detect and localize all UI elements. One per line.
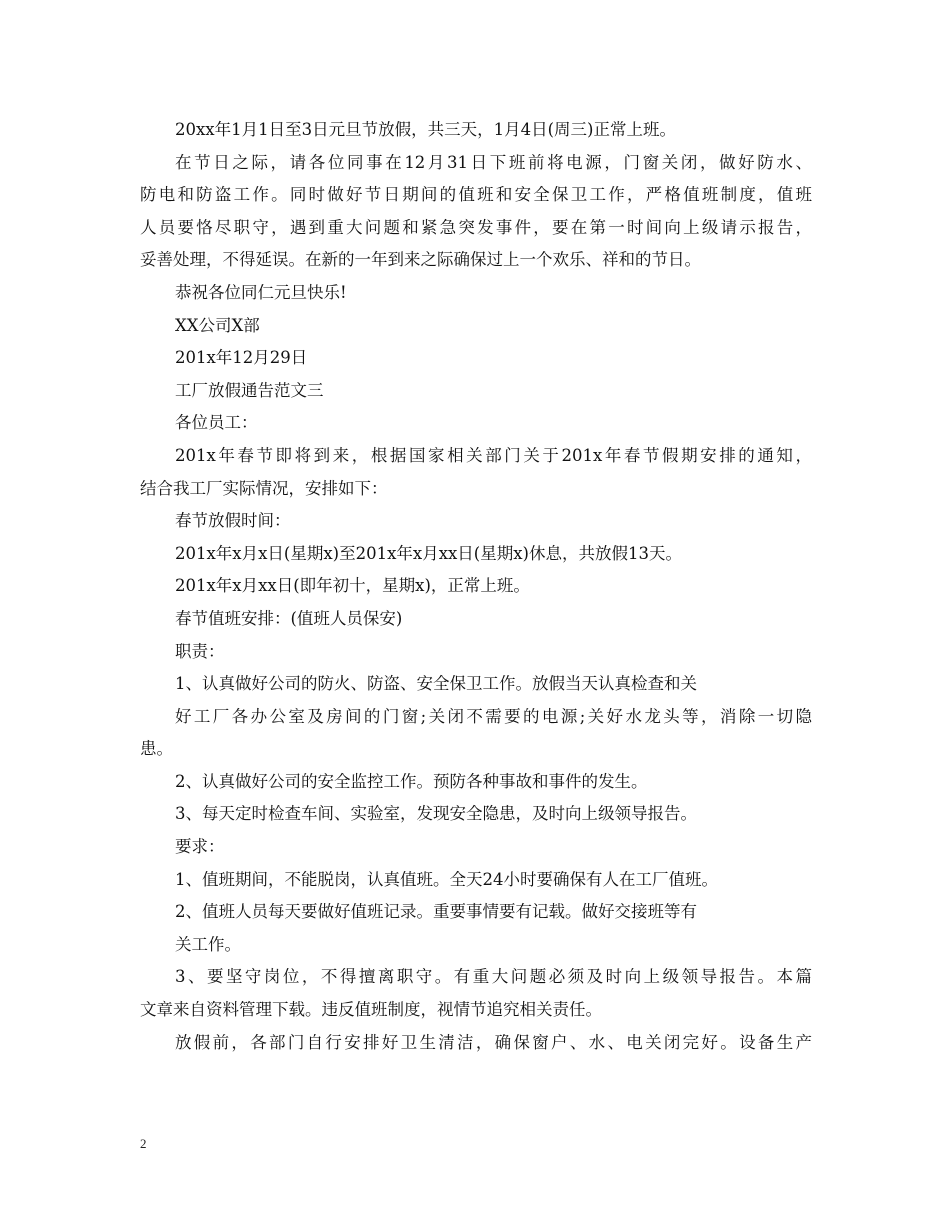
salutation-line: 各位员工：: [175, 413, 258, 433]
paragraph-line: 20xx年1月1日至3日元旦节放假，共三天，1月4日(周三)正常上班。: [175, 120, 676, 139]
paragraph-line: 防电和防盗工作。同时做好节日期间的值班和安全保卫工作，严格值班制度，值班: [140, 185, 812, 205]
duty-item-continuation: 好工厂各办公室及房间的门窗;关闭不需要的电源;关好水龙头等，消除一切隐: [175, 706, 812, 726]
duty-item-continuation: 患。: [140, 739, 173, 759]
requirement-item: 2、值班人员每天要做好值班记录。重要事情要有记载。做好交接班等有: [175, 902, 697, 922]
requirement-item: 3、要坚守岗位，不得擅离职守。有重大问题必须及时向上级领导报告。本篇: [175, 967, 812, 987]
paragraph-line: 结合我工厂实际情况，安排如下：: [140, 478, 388, 498]
duty-item: 2、认真做好公司的安全监控工作。预防各种事故和事件的发生。: [175, 771, 648, 791]
section-title: 工厂放假通告范文三: [175, 380, 324, 400]
document-body: [140, 114, 812, 1059]
paragraph-line: 201x年春节即将到来，根据国家相关部门关于201x年春节假期安排的通知，: [175, 445, 812, 465]
schedule-line: 201x年x月xx日(即年初十，星期x)，正常上班。: [175, 576, 530, 596]
greeting-line: 恭祝各位同仁元旦快乐!: [175, 282, 347, 302]
paragraph-line: 在节日之际，请各位同事在12月31日下班前将电源，门窗关闭，做好防水、: [175, 152, 812, 172]
subheading-line: 要求：: [175, 837, 225, 857]
requirement-item-continuation: 文章来自资料管理下载。违反值班制度，视情节追究相关责任。: [140, 1000, 602, 1020]
subheading-line: 职责：: [175, 641, 225, 661]
subheading-line: 春节放假时间：: [175, 511, 291, 531]
paragraph-line: 妥善处理，不得延误。在新的一年到来之际确保过上一个欢乐、祥和的节日。: [140, 250, 701, 270]
requirement-item-continuation: 关工作。: [175, 934, 241, 954]
duty-item: 1、认真做好公司的防火、防盗、安全保卫工作。放假当天认真检查和关: [175, 674, 697, 694]
signature-date: 201x年12月29日: [175, 348, 308, 368]
requirement-item: 1、值班期间，不能脱岗，认真值班。全天24小时要确保有人在工厂值班。: [175, 869, 718, 889]
schedule-line: 201x年x月x日(星期x)至201x年x月xx日(星期x)休息，共放假13天。: [175, 543, 682, 563]
duty-item: 3、每天定时检查车间、实验室，发现安全隐患，及时向上级领导报告。: [175, 804, 697, 824]
paragraph-line: 放假前，各部门自行安排好卫生清洁，确保窗户、水、电关闭完好。设备生产: [175, 1032, 812, 1052]
signature-department: XX公司X部: [175, 315, 260, 335]
paragraph-line: 人员要恪尽职守，遇到重大问题和紧急突发事件，要在第一时间向上级请示报告，: [140, 217, 812, 237]
subheading-line: 春节值班安排：(值班人员保安): [175, 608, 403, 628]
page-number: 2: [140, 1136, 147, 1151]
